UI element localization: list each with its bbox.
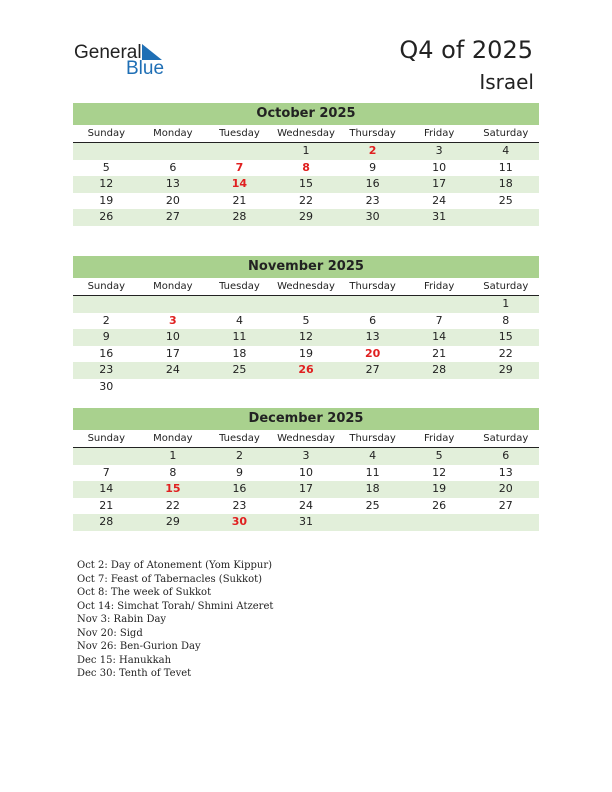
date-cell: 27 xyxy=(365,363,380,376)
empty-cell xyxy=(140,379,207,396)
date-cell: 29 xyxy=(165,515,180,528)
date-cell: 27 xyxy=(165,210,180,223)
date-cell: 7 xyxy=(102,465,110,479)
date-cell: 10 xyxy=(165,330,180,343)
week-row xyxy=(73,362,539,379)
empty-cell xyxy=(339,296,406,313)
weekday-label: Friday xyxy=(424,433,455,444)
holiday-note: Nov 3: Rabin Day xyxy=(77,614,167,625)
week-row xyxy=(73,160,539,177)
week-row xyxy=(73,329,539,346)
month-calendar xyxy=(73,103,539,226)
holiday-note: Oct 8: The week of Sukkot xyxy=(77,587,212,598)
date-cell: 18 xyxy=(365,482,380,495)
date-cell: 5 xyxy=(102,160,110,174)
date-cell: 13 xyxy=(165,177,180,190)
empty-cell xyxy=(339,514,406,531)
empty-cell xyxy=(339,379,406,396)
empty-cell xyxy=(472,379,539,396)
empty-cell xyxy=(273,296,340,313)
week-row xyxy=(73,346,539,363)
month-title: November 2025 xyxy=(73,256,539,278)
empty-cell xyxy=(406,379,473,396)
date-cell: 24 xyxy=(165,363,180,376)
date-cell: 21 xyxy=(432,346,447,360)
weekday-label: Saturday xyxy=(483,433,529,444)
date-cell: 22 xyxy=(165,498,180,512)
date-cell: 28 xyxy=(432,363,447,376)
date-cell: 23 xyxy=(232,498,247,512)
date-cell: 10 xyxy=(299,465,314,479)
date-cell: 13 xyxy=(498,465,513,479)
date-cell: 12 xyxy=(99,177,114,190)
date-cell: 22 xyxy=(498,346,513,360)
date-cell: 25 xyxy=(498,193,513,207)
date-cell: 8 xyxy=(502,313,510,327)
date-cell: 19 xyxy=(432,482,447,495)
date-cell: 14 xyxy=(99,482,114,495)
holiday-note: Dec 15: Hanukkah xyxy=(77,654,172,666)
date-cell: 12 xyxy=(299,330,314,343)
date-cell: 9 xyxy=(369,160,377,174)
week-row xyxy=(73,379,539,396)
empty-cell xyxy=(140,296,207,313)
date-cell: 6 xyxy=(369,313,377,327)
date-cell: 4 xyxy=(502,144,510,157)
date-cell: 26 xyxy=(432,498,447,512)
holiday-notes xyxy=(77,559,273,681)
date-cell: 11 xyxy=(232,330,247,343)
date-cell: 15 xyxy=(299,177,314,190)
week-row xyxy=(73,498,539,515)
date-cell: 28 xyxy=(232,210,247,223)
weekday-label: Monday xyxy=(153,433,193,444)
holiday-date-cell: 3 xyxy=(169,313,177,327)
date-cell: 14 xyxy=(432,330,447,343)
date-cell: 3 xyxy=(435,144,443,157)
empty-cell xyxy=(73,296,140,313)
date-cell: 21 xyxy=(232,193,247,207)
holiday-note: Nov 26: Ben-Gurion Day xyxy=(77,641,201,652)
weekday-label: Sunday xyxy=(87,433,125,444)
holiday-date-cell: 30 xyxy=(231,515,248,528)
date-cell: 3 xyxy=(302,449,310,462)
week-row xyxy=(73,448,539,465)
date-cell: 31 xyxy=(432,210,447,223)
month-calendar xyxy=(73,408,539,531)
date-cell: 24 xyxy=(432,193,447,207)
date-cell: 25 xyxy=(232,363,247,376)
date-cell: 17 xyxy=(165,346,180,360)
date-cell: 17 xyxy=(432,177,447,190)
date-cell: 30 xyxy=(365,210,380,223)
month-title: December 2025 xyxy=(73,408,539,430)
weekday-label: Saturday xyxy=(483,128,529,139)
country-name: Israel xyxy=(479,70,534,94)
holiday-date-cell: 14 xyxy=(231,177,248,190)
date-cell: 6 xyxy=(502,449,510,462)
date-cell: 27 xyxy=(498,498,513,512)
date-cell: 10 xyxy=(432,160,447,174)
weekday-header xyxy=(73,430,539,448)
week-row xyxy=(73,296,539,313)
week-row xyxy=(73,143,539,160)
logo-blue-text: Blue xyxy=(126,58,165,79)
date-cell: 5 xyxy=(435,449,443,462)
date-cell: 29 xyxy=(498,363,513,376)
week-row xyxy=(73,481,539,498)
holiday-date-cell: 7 xyxy=(235,160,244,174)
empty-cell xyxy=(206,379,273,396)
holiday-date-cell: 20 xyxy=(364,346,381,360)
week-row xyxy=(73,313,539,330)
date-cell: 8 xyxy=(169,465,177,479)
date-cell: 20 xyxy=(165,193,180,207)
date-cell: 13 xyxy=(365,330,380,343)
weekday-label: Friday xyxy=(424,281,455,292)
date-cell: 16 xyxy=(365,177,380,190)
weekday-label: Thursday xyxy=(349,281,396,292)
empty-cell xyxy=(73,143,140,160)
date-cell: 26 xyxy=(99,210,114,223)
date-cell: 4 xyxy=(369,449,377,462)
date-cell: 1 xyxy=(302,144,310,157)
weekday-label: Friday xyxy=(424,128,455,139)
date-cell: 29 xyxy=(299,210,314,223)
holiday-note: Dec 30: Tenth of Tevet xyxy=(77,668,192,679)
date-cell: 11 xyxy=(498,160,513,174)
date-cell: 31 xyxy=(299,515,314,528)
holiday-note: Oct 7: Feast of Tabernacles (Sukkot) xyxy=(77,573,263,585)
date-cell: 7 xyxy=(435,313,443,327)
holiday-note: Oct 2: Day of Atonement (Yom Kippur) xyxy=(77,560,273,571)
weekday-header xyxy=(73,278,539,296)
date-cell: 18 xyxy=(498,177,513,190)
week-row xyxy=(73,514,539,531)
holiday-note: Nov 20: Sigd xyxy=(77,627,143,639)
date-cell: 25 xyxy=(365,498,380,512)
logo xyxy=(74,42,174,78)
date-cell: 1 xyxy=(502,297,510,310)
date-cell: 21 xyxy=(99,498,114,512)
empty-cell xyxy=(140,143,207,160)
date-cell: 2 xyxy=(235,449,243,462)
date-cell: 2 xyxy=(102,313,110,327)
weekday-label: Monday xyxy=(153,281,193,292)
date-cell: 22 xyxy=(299,193,314,207)
month-title: October 2025 xyxy=(73,103,539,125)
week-row xyxy=(73,193,539,210)
empty-cell xyxy=(206,296,273,313)
holiday-note: Oct 14: Simchat Torah/ Shmini Atzeret xyxy=(77,600,274,612)
week-row xyxy=(73,209,539,226)
date-cell: 4 xyxy=(235,313,243,327)
logo-general-text: General xyxy=(74,42,142,63)
holiday-date-cell: 15 xyxy=(165,482,181,495)
page-title: Q4 of 2025 xyxy=(399,36,533,64)
month-calendar xyxy=(73,256,539,395)
weekday-label: Saturday xyxy=(483,281,529,292)
weekday-label: Wednesday xyxy=(277,281,335,292)
date-cell: 9 xyxy=(102,330,110,343)
date-cell: 15 xyxy=(498,330,513,343)
weekday-header xyxy=(73,125,539,143)
empty-cell xyxy=(472,209,539,226)
date-cell: 17 xyxy=(299,482,314,495)
date-cell: 16 xyxy=(99,346,114,360)
empty-cell xyxy=(406,296,473,313)
date-cell: 30 xyxy=(99,379,114,393)
empty-cell xyxy=(73,448,140,465)
date-cell: 11 xyxy=(365,465,380,479)
weekday-label: Wednesday xyxy=(277,433,335,444)
weekday-label: Wednesday xyxy=(277,128,335,139)
week-row xyxy=(73,465,539,482)
date-cell: 23 xyxy=(99,363,114,376)
week-row xyxy=(73,176,539,193)
weekday-label: Tuesday xyxy=(219,433,260,444)
date-cell: 23 xyxy=(365,193,380,207)
date-cell: 5 xyxy=(302,313,310,327)
holiday-date-cell: 8 xyxy=(302,160,310,174)
date-cell: 6 xyxy=(169,160,177,174)
date-cell: 9 xyxy=(235,465,243,479)
holiday-date-cell: 26 xyxy=(298,363,314,376)
weekday-label: Monday xyxy=(153,128,193,139)
date-cell: 28 xyxy=(99,515,114,528)
weekday-label: Tuesday xyxy=(219,281,260,292)
date-cell: 20 xyxy=(498,482,513,495)
empty-cell xyxy=(406,514,473,531)
weekday-label: Tuesday xyxy=(219,128,260,139)
empty-cell xyxy=(472,514,539,531)
weekday-label: Thursday xyxy=(349,128,396,139)
empty-cell xyxy=(206,143,273,160)
weekday-label: Thursday xyxy=(349,433,396,444)
weekday-label: Sunday xyxy=(87,128,125,139)
date-cell: 1 xyxy=(169,449,177,462)
date-cell: 24 xyxy=(299,498,314,512)
date-cell: 19 xyxy=(99,193,114,207)
weekday-label: Sunday xyxy=(87,281,125,292)
holiday-date-cell: 2 xyxy=(368,144,377,157)
date-cell: 12 xyxy=(432,465,447,479)
date-cell: 16 xyxy=(232,482,247,495)
date-cell: 18 xyxy=(232,346,247,360)
date-cell: 19 xyxy=(299,346,314,360)
empty-cell xyxy=(273,379,340,396)
